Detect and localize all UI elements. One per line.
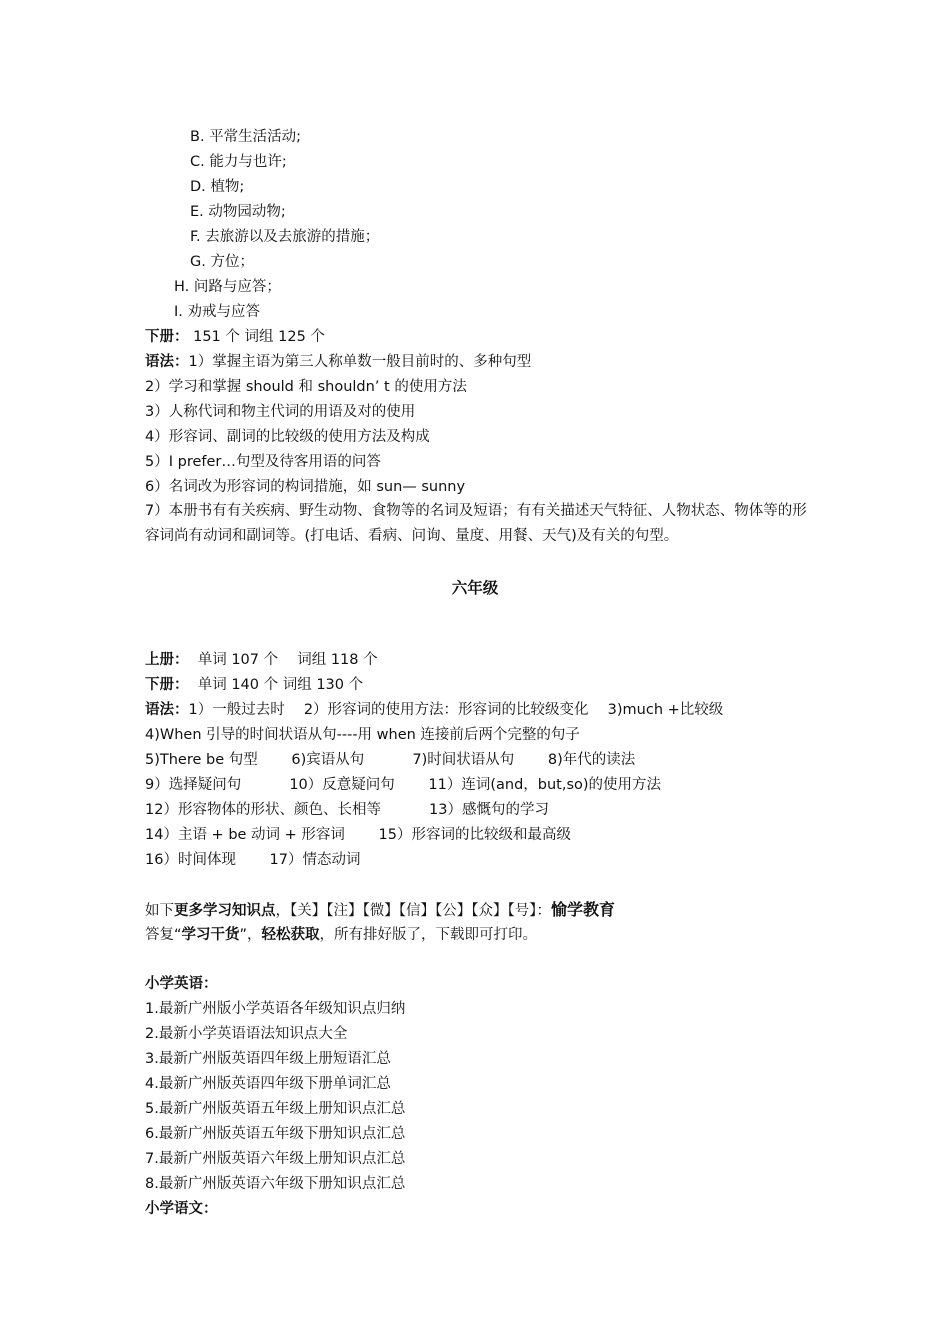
outline-item: B. 平常生活活动; [190, 129, 302, 145]
grade6-up-label: 上册 [145, 652, 174, 668]
grade6-grammar-first: 语法：1）一般过去时 2）形容词的使用方法：形容词的比较级变化 3)much +比较级 [145, 702, 724, 718]
grade5-grammar-first: 语法：1）掌握主语为第三人称单数一般目前时的、多种句型 [145, 354, 532, 370]
list-item[interactable]: 8.最新广州版英语六年级下册知识点汇总 [145, 1176, 406, 1192]
outline-item: E. 动物园动物; [190, 204, 286, 220]
promo-text: ，【关】【注】【微】【信】【公】【众】【号】： [275, 903, 551, 919]
promo-text: ，所有排好版了，下载即可打印。 [319, 927, 538, 943]
outline-item: C. 能力与也许; [190, 154, 287, 170]
grammar-item: 9）选择疑问句 10）反意疑问句 11）连词(and，but,so)的使用方法 [145, 777, 662, 793]
promo-emphasis: 更多学习知识点 [174, 903, 276, 919]
grade6-grammar-label: 语法 [145, 702, 174, 718]
grammar-item: 5)There be 句型 6)宾语从句 7)时间状语从句 8)年代的读法 [145, 752, 636, 768]
outline-item: D. 植物; [190, 179, 245, 195]
outline-item: F. 去旅游以及去旅游的措施； [190, 229, 380, 245]
grade6-down-label: 下册 [145, 677, 174, 693]
chinese-section-title: 小学语文： [145, 1201, 218, 1217]
promo-text: 答复“ [145, 927, 182, 943]
grammar-item: 4）形容词、副词的比较级的使用方法及构成 [145, 429, 430, 445]
list-item[interactable]: 6.最新广州版英语五年级下册知识点汇总 [145, 1126, 406, 1142]
list-item[interactable]: 3.最新广州版英语四年级上册短语汇总 [145, 1051, 391, 1067]
grade5-down-text: 151 个 词组 125 个 [193, 329, 325, 345]
english-section-title: 小学英语： [145, 976, 218, 992]
outline-item: I. 劝戒与应答 [174, 304, 260, 320]
promo-line-2 [145, 925, 537, 945]
promo-emphasis: 学习干货 [181, 927, 240, 943]
grammar-item: 16）时间体现 17）情态动词 [145, 852, 361, 868]
grade6-up-text: 单词 107 个 词组 118 个 [197, 652, 378, 668]
promo-brand: 愉学教育 [551, 900, 616, 919]
grammar-item: 3）人称代词和物主代词的用语及对的使用 [145, 404, 416, 420]
outline-item: H. 问路与应答； [174, 279, 281, 295]
grammar-item: 2）学习和掌握 should 和 shouldn’ t 的使用方法 [145, 379, 467, 395]
grade5-grammar-label: 语法 [145, 354, 174, 370]
grammar-item: 1）一般过去时 2）形容词的使用方法：形容词的比较级变化 3)much +比较级 [188, 702, 724, 718]
promo-text: 如下 [145, 903, 174, 919]
list-item[interactable]: 7.最新广州版英语六年级上册知识点汇总 [145, 1151, 406, 1167]
grade6-heading: 六年级 [451, 579, 499, 597]
grade6-up-line: 上册： 单词 107 个 词组 118 个 [145, 652, 378, 668]
grade6-down-line: 下册： 单词 140 个 词组 130 个 [145, 677, 364, 693]
list-item[interactable]: 1.最新广州版小学英语各年级知识点归纳 [145, 1001, 406, 1017]
grammar-item: 5）I prefer…句型及待客用语的问答 [145, 454, 381, 470]
grade5-down-line: 下册： 151 个 词组 125 个 [145, 329, 325, 345]
promo-line-1 [145, 900, 615, 921]
list-item[interactable]: 2.最新小学英语语法知识点大全 [145, 1026, 348, 1042]
promo-emphasis: 轻松获取 [261, 927, 320, 943]
grammar-item: 4)When 引导的时间状语从句----用 when 连接前后两个完整的句子 [145, 727, 580, 743]
grammar-item: 7）本册书有有关疾病、野生动物、食物等的名词及短语；有有关描述天气特征、人物状态、物体等的形容词尚有动词和副词等。(打电话、看病、问询、量度、用餐、天气)及有关的句型。 [145, 503, 807, 544]
list-item[interactable]: 4.最新广州版英语四年级下册单词汇总 [145, 1076, 391, 1092]
grammar-item: 12）形容物体的形状、颜色、长相等 13）感慨句的学习 [145, 802, 550, 818]
grade5-down-label: 下册 [145, 329, 174, 345]
grade6-down-text: 单词 140 个 词组 130 个 [197, 677, 364, 693]
promo-text: ”， [239, 927, 262, 943]
grammar-item: 14）主语 + be 动词 + 形容词 15）形容词的比较级和最高级 [145, 827, 571, 843]
grammar-item: 6）名词改为形容词的构词措施，如 sun— sunny [145, 479, 466, 495]
outline-item: G. 方位； [190, 254, 254, 270]
grammar-item: 1）掌握主语为第三人称单数一般目前时的、多种句型 [188, 354, 532, 370]
list-item[interactable]: 5.最新广州版英语五年级上册知识点汇总 [145, 1101, 406, 1117]
